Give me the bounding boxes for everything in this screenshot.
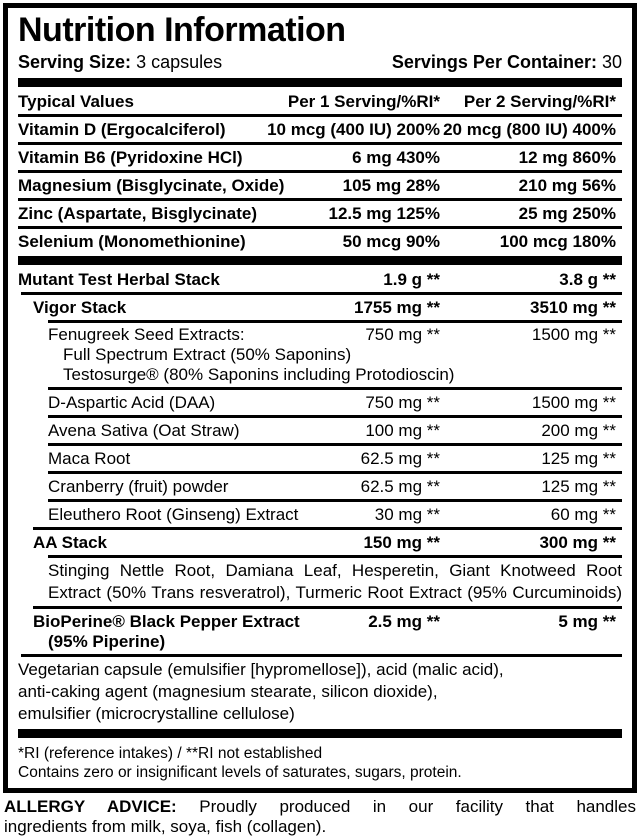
paragraph-line: Stinging Nettle Root, Damiana Leaf, Hesperetin, Giant Knotweed Root [48,561,622,580]
servings-per-container [392,51,622,73]
table-row [18,145,622,170]
per-1-serving-value: 10 mcg (400 IU) 200% [267,120,440,139]
per-1-serving-value: 1755 mg ** [354,298,440,317]
table-row [18,418,622,443]
ingredient-subline: Testosurge® (80% Saponins including Protodioscin) [63,365,455,384]
table-body [18,117,622,784]
table-header [18,89,622,114]
per-1-serving-value: 50 mcg 90% [342,232,440,251]
thick-divider [18,729,622,738]
per-2-serving-value: 60 mg ** [550,505,616,524]
per-2-serving-value: 5 mg ** [558,612,616,631]
ingredient-name: Avena Sativa (Oat Straw) [48,421,240,440]
ingredient-name: Magnesium (Bisglycinate, Oxide) [18,176,285,195]
ingredient-subline: Full Spectrum Extract (50% Saponins) [63,345,352,364]
per-1-serving-value: 750 mg ** [365,325,440,344]
allergy-advice [4,797,636,837]
paragraph-line: Extract (50% Trans resveratrol), Turmeric Root Extract (95% Curcuminoids) [48,583,622,602]
column-header-per2: Per 2 Serving/%RI* [463,92,616,111]
paragraph-line: *RI (reference intakes) / **RI not established [18,745,323,762]
paragraph-line: emulsifier (microcrystalline cellulose) [18,704,295,723]
ingredient-name: D-Aspartic Acid (DAA) [48,393,216,412]
servings-per-container-value: 30 [601,52,622,72]
thick-divider [18,256,622,265]
per-1-serving-value: 62.5 mg ** [360,477,440,496]
per-1-serving-value: 62.5 mg ** [360,449,440,468]
per-1-serving-value: 100 mg ** [365,421,440,440]
serving-size-label: Serving Size: [18,52,132,72]
per-2-serving-value: 1500 mg ** [531,325,616,344]
per-2-serving-value: 3.8 g ** [559,270,616,289]
serving-size-value: 3 capsules [136,52,223,72]
table-row [18,201,622,226]
table-row [18,502,622,527]
per-2-serving-value: 125 mg ** [541,449,616,468]
paragraph-line: Vegetarian capsule (emulsifier [hypromellose]), acid (malic acid), [18,660,504,679]
column-header-name: Typical Values [18,92,134,111]
allergy-text: Proudly produced in our facility that handles [199,797,636,816]
footnotes [18,740,622,784]
ingredient-name: Maca Root [48,449,131,468]
ingredient-name: Vigor Stack [33,298,127,317]
per-1-serving-value: 12.5 mg 125% [328,204,440,223]
per-1-serving-value: 105 mg 28% [342,176,440,195]
table-row [18,609,622,654]
table-row [18,390,622,415]
ingredient-name: Selenium (Monomethionine) [18,232,246,251]
per-2-serving-value: 300 mg ** [539,533,616,552]
per-2-serving-value: 20 mcg (800 IU) 400% [443,120,616,139]
allergy-label: ALLERGY ADVICE: [4,797,177,816]
column-header-per1: Per 1 Serving/%RI* [287,92,440,111]
per-2-serving-value: 125 mg ** [541,477,616,496]
ingredient-name: Vitamin B6 (Pyridoxine HCl) [18,148,243,167]
ingredient-name: BioPerine® Black Pepper Extract [33,612,300,631]
table-row [18,229,622,254]
table-row [18,173,622,198]
per-1-serving-value: 6 mg 430% [352,148,440,167]
ingredient-name: Cranberry (fruit) powder [48,477,229,496]
per-1-serving-value: 30 mg ** [374,505,440,524]
ingredient-name: Vitamin D (Ergocalciferol) [18,120,226,139]
table-row [18,474,622,499]
per-2-serving-value: 25 mg 250% [518,204,616,223]
per-1-serving-value: 150 mg ** [363,533,440,552]
per-2-serving-value: 1500 mg ** [531,393,616,412]
table-row [18,530,622,555]
ingredient-name: Eleuthero Root (Ginseng) Extract [48,505,299,524]
aa-stack-ingredients [18,558,622,606]
per-1-serving-value: 2.5 mg ** [368,612,440,631]
servings-per-container-label: Servings Per Container: [391,52,597,72]
page-title: Nutrition Information [18,11,346,49]
allergy-line-1 [4,797,636,817]
serving-size [18,51,222,73]
other-ingredients [18,657,622,727]
per-2-serving-value: 3510 mg ** [530,298,616,317]
ingredient-name: Zinc (Aspartate, Bisglycinate) [18,204,258,223]
allergy-line-2: ingredients from milk, soya, fish (collagen). [4,817,327,836]
per-2-serving-value: 200 mg ** [541,421,616,440]
ingredient-subline: (95% Piperine) [48,632,166,651]
per-1-serving-value: 1.9 g ** [383,270,440,289]
per-1-serving-value: 750 mg ** [365,393,440,412]
paragraph-line: Contains zero or insignificant levels of saturates, sugars, protein. [18,764,462,781]
per-2-serving-value: 12 mg 860% [518,148,616,167]
per-2-serving-value: 210 mg 56% [518,176,616,195]
serving-row [18,50,622,76]
ingredient-name: AA Stack [33,533,108,552]
ingredient-name: Mutant Test Herbal Stack [18,270,220,289]
table-row [18,323,622,387]
table-row [18,446,622,471]
nutrition-label [3,3,637,793]
table-row [18,267,622,292]
ingredient-name: Fenugreek Seed Extracts: [48,325,245,344]
per-2-serving-value: 100 mcg 180% [499,232,616,251]
thick-divider [18,78,622,87]
paragraph-line: anti-caking agent (magnesium stearate, silicon dioxide), [18,682,438,701]
table-row [18,295,622,320]
table-row [18,117,622,142]
